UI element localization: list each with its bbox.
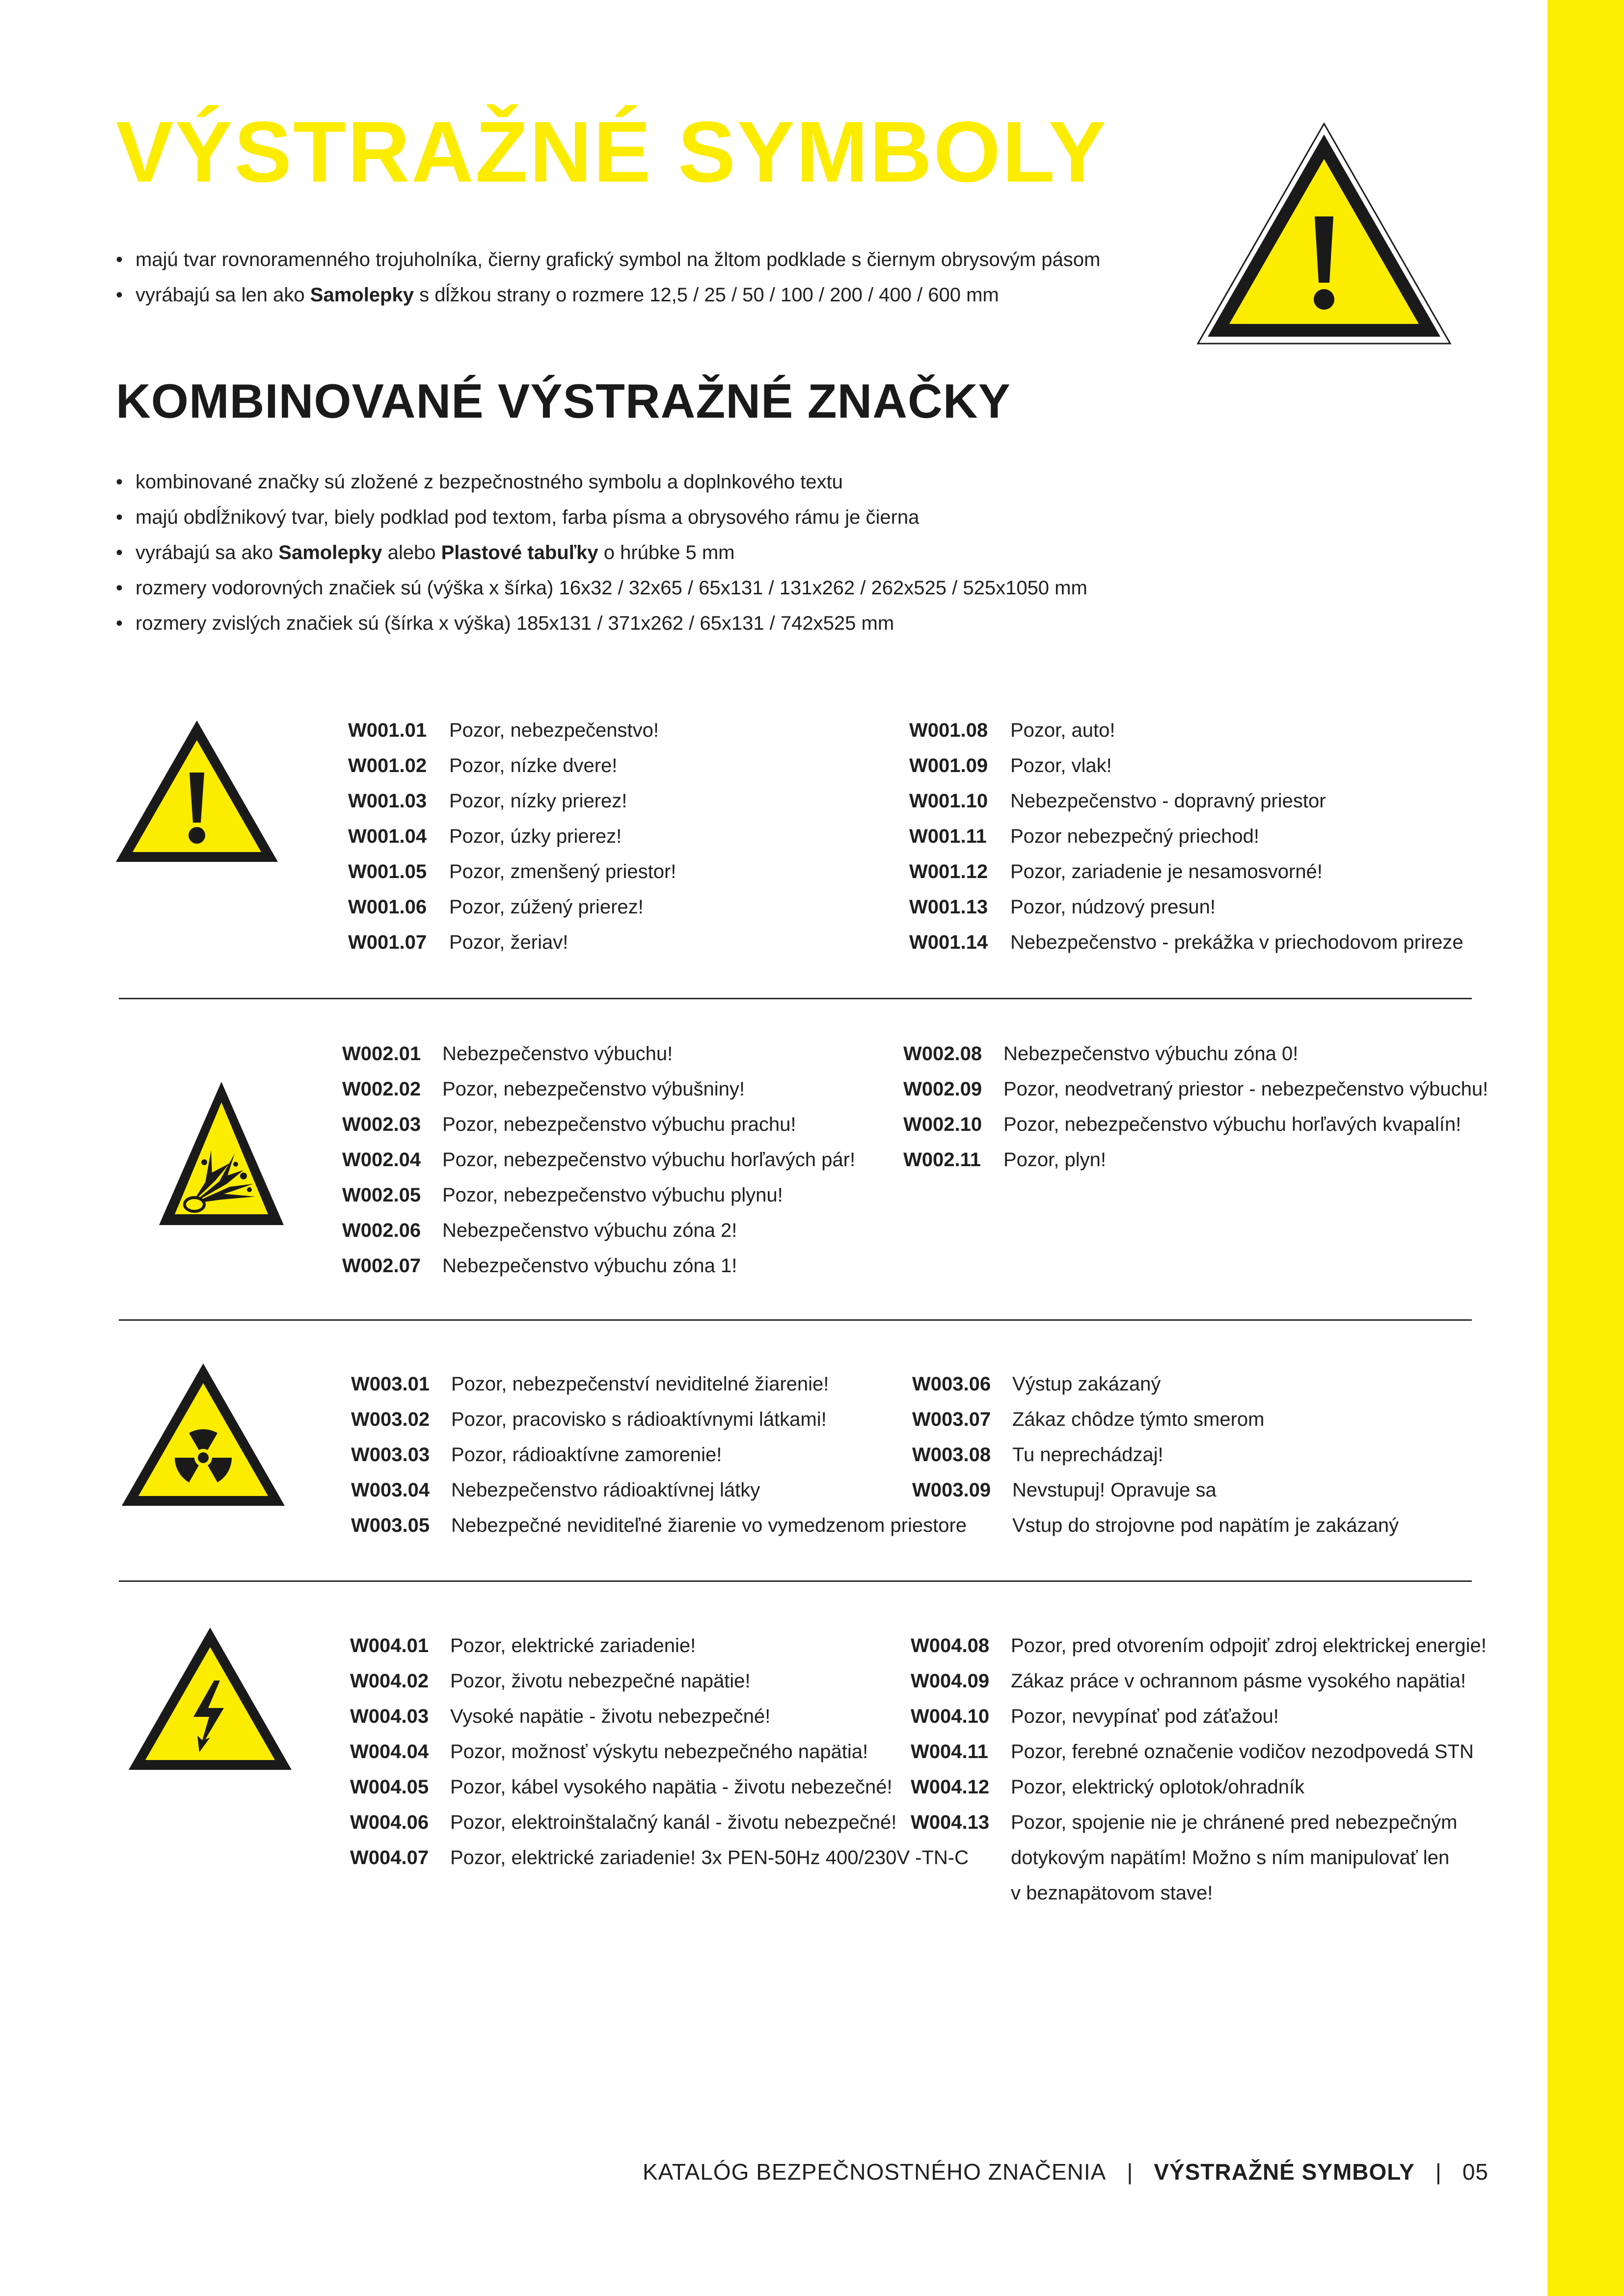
w002-right-list [903,1036,1488,1177]
combined-bullet: • kombinované značky sú zložené z bezpečnostného symbolu a doplnkového textu [116,471,843,493]
list-item: W001.05 Pozor, zmenšený priestor! [348,861,677,882]
list-item: dotykovým napätím! Možno s ním manipulovať len [1011,1847,1450,1869]
w001-left-list [348,713,676,960]
list-item: W002.10 Pozor, nebezpečenstvo výbuchu horľavých kvapalín! [903,1114,1462,1135]
list-item: W001.02 Pozor, nízke dvere! [348,755,618,776]
list-item: W004.04 Pozor, možnosť výskytu nebezpečného napätia! [350,1741,868,1762]
list-item: W003.07 Zákaz chôdze týmto smerom [912,1409,1265,1430]
section-divider [119,1580,1472,1582]
w002-left-list [342,1036,855,1283]
page-number: 05 [1462,2159,1489,2185]
w004-left-list [350,1628,969,1875]
page-footer [643,2157,1489,2187]
list-item: W003.01 Pozor, nebezpečenství neviditelné žiarenie! [351,1373,829,1395]
list-item: W002.04 Pozor, nebezpečenstvo výbuchu horľavých pár! [342,1149,856,1171]
warning-triangle-icon [1194,121,1454,347]
footer-separator: | [1127,2159,1134,2185]
list-item: W004.01 Pozor, elektrické zariadenie! [350,1635,696,1656]
list-item: W003.09 Nevstupuj! Opravuje sa [912,1479,1217,1501]
list-item: W001.01 Pozor, nebezpečenstvo! [348,720,659,741]
list-item: W003.02 Pozor, pracovisko s rádioaktívnymi látkami! [351,1409,827,1430]
list-item: W001.10 Nebezpečenstvo - dopravný priestor [909,790,1326,812]
list-item: W001.04 Pozor, úzky prierez! [348,826,622,847]
w003-right-list [912,1366,1399,1543]
combined-bullet: • rozmery vodorovných značiek sú (výška x šírka) 16x32 / 32x65 / 65x131 / 131x262 / 262x525 / 525x1050 mm [116,577,1087,599]
list-item: W001.14 Nebezpečenstvo - prekážka v priechodovom prireze [909,932,1463,953]
list-item: W001.13 Pozor, núdzový presun! [909,896,1216,918]
list-item: W004.13 Pozor, spojenie nie je chránené pred nebezpečným [911,1812,1458,1833]
list-item: W001.12 Pozor, zariadenie je nesamosvorné! [909,861,1323,882]
list-item: W004.07 Pozor, elektrické zariadenie! 3x PEN-50Hz 400/230V -TN-C [350,1847,969,1869]
exclamation-icon [114,719,280,864]
list-item: W004.05 Pozor, kábel vysokého napätia - životu nebezečné! [350,1776,893,1798]
list-item: W004.08 Pozor, pred otvorením odpojiť zdroj elektrickej energie! [911,1635,1487,1656]
list-item: W001.03 Pozor, nízky prierez! [348,790,627,812]
w004-right-list [911,1628,1487,1911]
intro-bullet: • vyrábajú sa len ako Samolepky s dĺžkou strany o rozmere 12,5 / 25 / 50 / 100 / 200 / 400 / 600 mm [116,284,999,306]
w003-left-list [351,1366,967,1543]
list-item: W004.09 Zákaz práce v ochrannom pásme vysokého napätia! [911,1670,1466,1692]
list-item: W004.02 Pozor, životu nebezpečné napätie! [350,1670,751,1692]
page-title: VÝSTRAŽNÉ SYMBOLY [116,104,1108,200]
footer-catalog-name: KATALÓG BEZPEČNOSTNÉHO ZNAČENIA [642,2159,1107,2185]
list-item: W003.04 Nebezpečenstvo rádioaktívnej látky [351,1479,760,1501]
footer-section-name: VÝSTRAŽNÉ SYMBOLY [1154,2159,1415,2185]
explosion-icon [157,1080,286,1227]
radiation-icon [120,1362,287,1508]
list-item: W004.10 Pozor, nevypínať pod záťažou! [911,1706,1279,1727]
list-item: W004.11 Pozor, ferebné označenie vodičov nezodpovedá STN [911,1741,1474,1762]
intro-bullet: • majú tvar rovnoramenného trojuholníka, čierny grafický symbol na žltom podklade s čiernym obrysovým pásom [116,249,1101,270]
combined-bullet: • majú obdĺžnikový tvar, biely podklad pod textom, farba písma a obrysového rámu je čierna [116,507,920,528]
yellow-side-band [1547,0,1624,2296]
list-item: W003.05 Nebezpečné neviditeľné žiarenie vo vymedzenom priestore [351,1515,967,1536]
list-item: W002.05 Pozor, nebezpečenstvo výbuchu plynu! [342,1184,783,1206]
w001-right-list [909,713,1463,960]
list-item: W002.09 Pozor, neodvetraný priestor - nebezpečenstvo výbuchu! [903,1078,1489,1100]
list-item: W002.02 Pozor, nebezpečenstvo výbušniny! [342,1078,745,1100]
intro-bullet-list [116,242,1100,313]
list-item: W001.08 Pozor, auto! [909,720,1115,741]
list-item: W003.03 Pozor, rádioaktívne zamorenie! [351,1444,722,1466]
list-item: W004.03 Vysoké napätie - životu nebezpečné! [350,1706,771,1727]
list-item: W003.06 Výstup zakázaný [912,1373,1161,1395]
list-item: W001.07 Pozor, žeriav! [348,932,568,953]
list-item: Vstup do strojovne pod napätím je zakázaný [1012,1515,1399,1536]
section-divider [119,1319,1472,1321]
list-item: W002.03 Pozor, nebezpečenstvo výbuchu prachu! [342,1114,796,1135]
list-item: W001.06 Pozor, zúžený prierez! [348,896,644,918]
combined-bullet-list [116,464,1087,641]
section-title: KOMBINOVANÉ VÝSTRAŽNÉ ZNAČKY [116,374,1011,428]
list-item: W002.01 Nebezpečenstvo výbuchu! [342,1043,673,1065]
list-item: W002.06 Nebezpečenstvo výbuchu zóna 2! [342,1220,737,1241]
lightning-icon [127,1626,294,1772]
list-item: W002.08 Nebezpečenstvo výbuchu zóna 0! [903,1043,1299,1065]
list-item: W002.07 Nebezpečenstvo výbuchu zóna 1! [342,1255,737,1277]
section-divider [119,998,1472,999]
list-item: v beznapätovom stave! [1011,1882,1213,1904]
list-item: W001.09 Pozor, vlak! [909,755,1112,776]
list-item: W004.06 Pozor, elektroinštalačný kanál - životu nebezpečné! [350,1812,897,1833]
list-item: W001.11 Pozor nebezpečný priechod! [909,826,1259,847]
footer-separator: | [1435,2159,1442,2185]
combined-bullet: • vyrábajú sa ako Samolepky alebo Plastové tabuľky o hrúbke 5 mm [116,542,735,563]
combined-bullet: • rozmery zvislých značiek sú (šírka x výška) 185x131 / 371x262 / 65x131 / 742x525 mm [116,613,894,634]
list-item: W002.11 Pozor, plyn! [903,1149,1107,1171]
list-item: W003.08 Tu neprechádzaj! [912,1444,1164,1466]
list-item: W004.12 Pozor, elektrický oplotok/ohradník [911,1776,1305,1798]
